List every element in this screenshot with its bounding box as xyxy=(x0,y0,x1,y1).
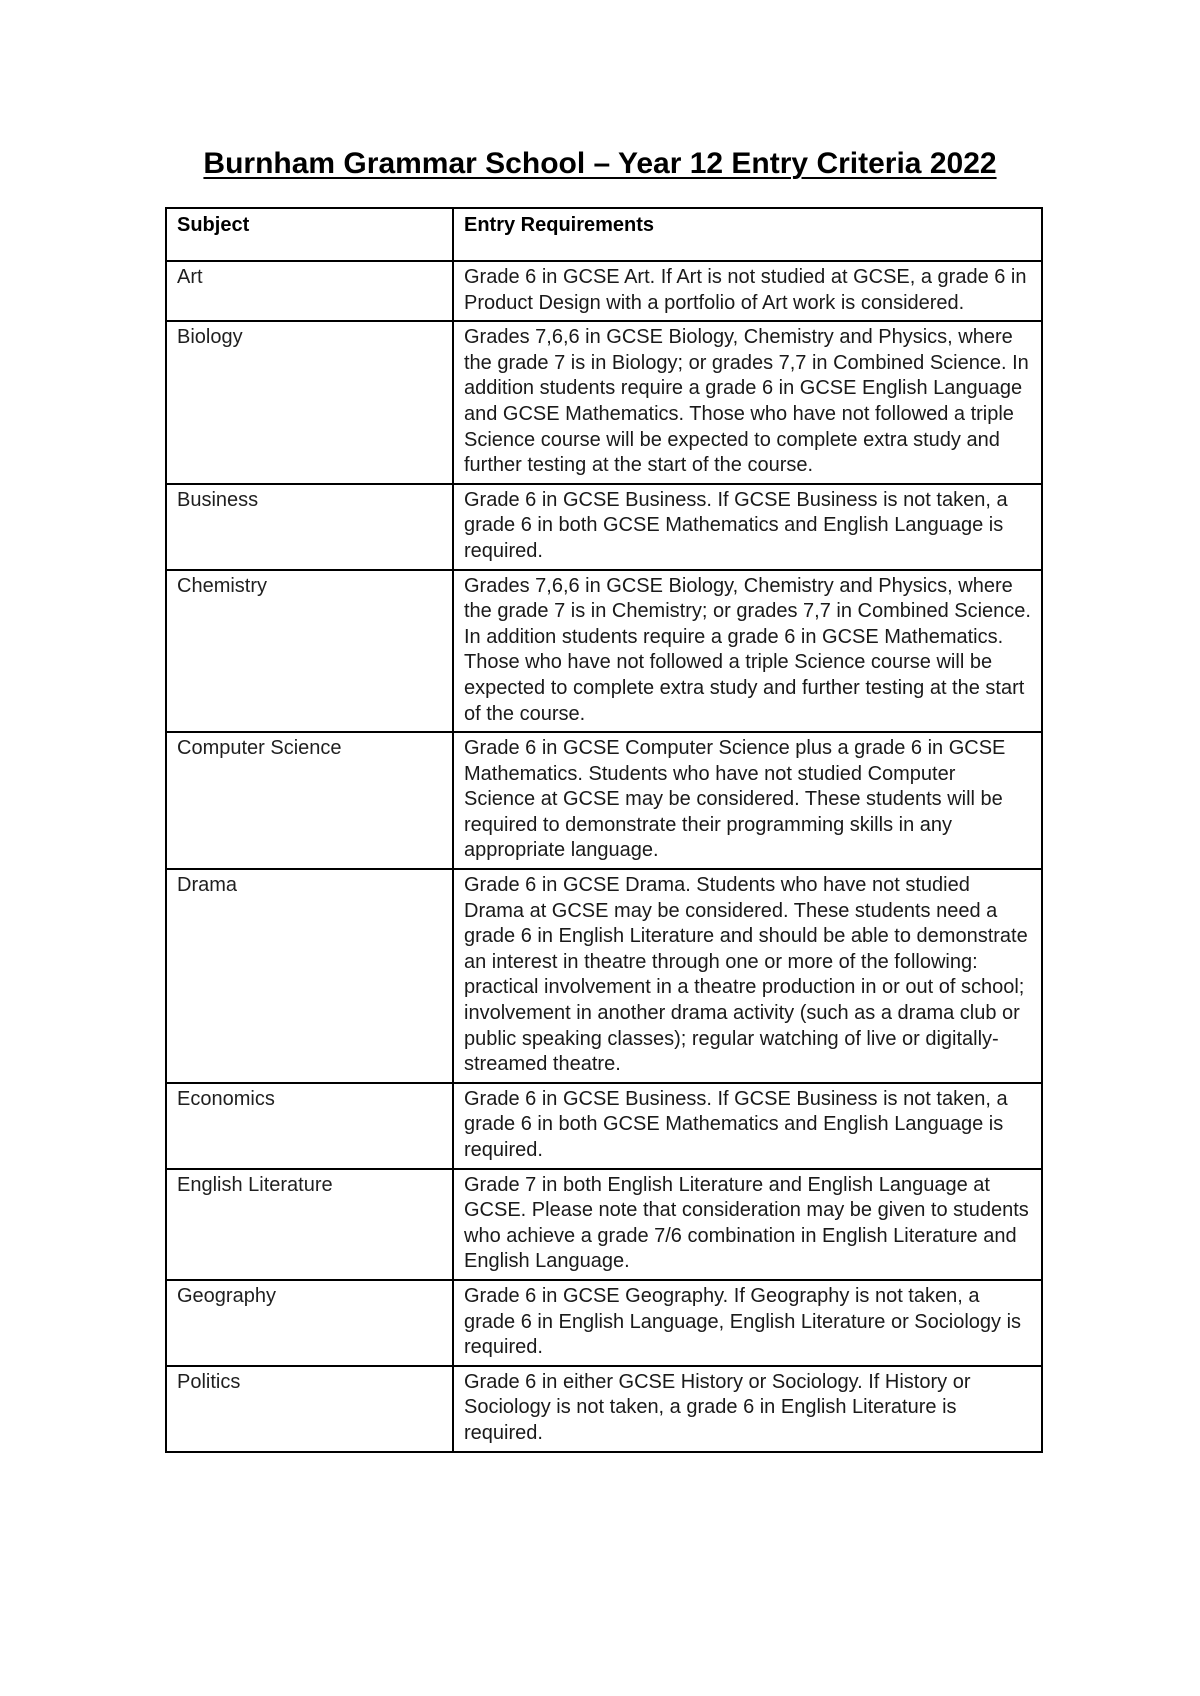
subject-cell: Chemistry xyxy=(166,570,453,733)
table-row xyxy=(166,1366,1042,1452)
table-row xyxy=(166,732,1042,869)
page-title: Burnham Grammar School – Year 12 Entry Criteria 2022 xyxy=(203,147,997,180)
entry-criteria-table xyxy=(165,207,1043,1453)
requirements-cell: Grade 6 in GCSE Art. If Art is not studied at GCSE, a grade 6 in Product Design with a portfolio of Art work is considered. xyxy=(453,261,1042,321)
table-header-row xyxy=(166,208,1042,261)
table-row xyxy=(166,1169,1042,1280)
subject-cell: Politics xyxy=(166,1366,453,1452)
table-row xyxy=(166,869,1042,1083)
requirements-cell: Grade 7 in both English Literature and English Language at GCSE. Please note that consideration may be given to students who achieve a grade 7/6 combination in English Literature and English Language. xyxy=(453,1169,1042,1280)
requirements-cell: Grade 6 in GCSE Computer Science plus a grade 6 in GCSE Mathematics. Students who have not studied Computer Science at GCSE may be considered. These students will be required to demonstrate their programming skills in any appropriate language. xyxy=(453,732,1042,869)
subject-cell: Biology xyxy=(166,321,453,484)
table-row xyxy=(166,1280,1042,1366)
table-row xyxy=(166,1083,1042,1169)
requirements-cell: Grades 7,6,6 in GCSE Biology, Chemistry and Physics, where the grade 7 is in Chemistry; or grades 7,7 in Combined Science. In addition students require a grade 6 in GCSE Mathematics. Those who have not followed a triple Science course will be expected to complete extra study and further testing at the start of the course. xyxy=(453,570,1042,733)
table-row xyxy=(166,321,1042,484)
table-row xyxy=(166,570,1042,733)
subject-cell: Geography xyxy=(166,1280,453,1366)
subject-cell: English Literature xyxy=(166,1169,453,1280)
requirements-cell: Grade 6 in either GCSE History or Sociology. If History or Sociology is not taken, a grade 6 in English Literature is required. xyxy=(453,1366,1042,1452)
requirements-cell: Grade 6 in GCSE Geography. If Geography is not taken, a grade 6 in English Language, English Literature or Sociology is required. xyxy=(453,1280,1042,1366)
requirements-cell: Grade 6 in GCSE Business. If GCSE Business is not taken, a grade 6 in both GCSE Mathematics and English Language is required. xyxy=(453,1083,1042,1169)
column-header-entry-requirements: Entry Requirements xyxy=(453,208,1042,261)
subject-cell: Computer Science xyxy=(166,732,453,869)
table-row xyxy=(166,484,1042,570)
requirements-cell: Grade 6 in GCSE Business. If GCSE Business is not taken, a grade 6 in both GCSE Mathematics and English Language is required. xyxy=(453,484,1042,570)
requirements-cell: Grades 7,6,6 in GCSE Biology, Chemistry and Physics, where the grade 7 is in Biology; or grades 7,7 in Combined Science. In addition students require a grade 6 in GCSE English Language and GCSE Mathematics. Those who have not followed a triple Science course will be expected to complete extra study and further testing at the start of the course. xyxy=(453,321,1042,484)
requirements-cell: Grade 6 in GCSE Drama. Students who have not studied Drama at GCSE may be considered. These students need a grade 6 in English Literature and should be able to demonstrate an interest in theatre through one or more of the following: practical involvement in a theatre production in or out of school; involvement in another drama activity (such as a drama club or public speaking classes); regular watching of live or digitally-streamed theatre. xyxy=(453,869,1042,1083)
subject-cell: Economics xyxy=(166,1083,453,1169)
table-row xyxy=(166,261,1042,321)
column-header-subject: Subject xyxy=(166,208,453,261)
subject-cell: Art xyxy=(166,261,453,321)
subject-cell: Drama xyxy=(166,869,453,1083)
subject-cell: Business xyxy=(166,484,453,570)
